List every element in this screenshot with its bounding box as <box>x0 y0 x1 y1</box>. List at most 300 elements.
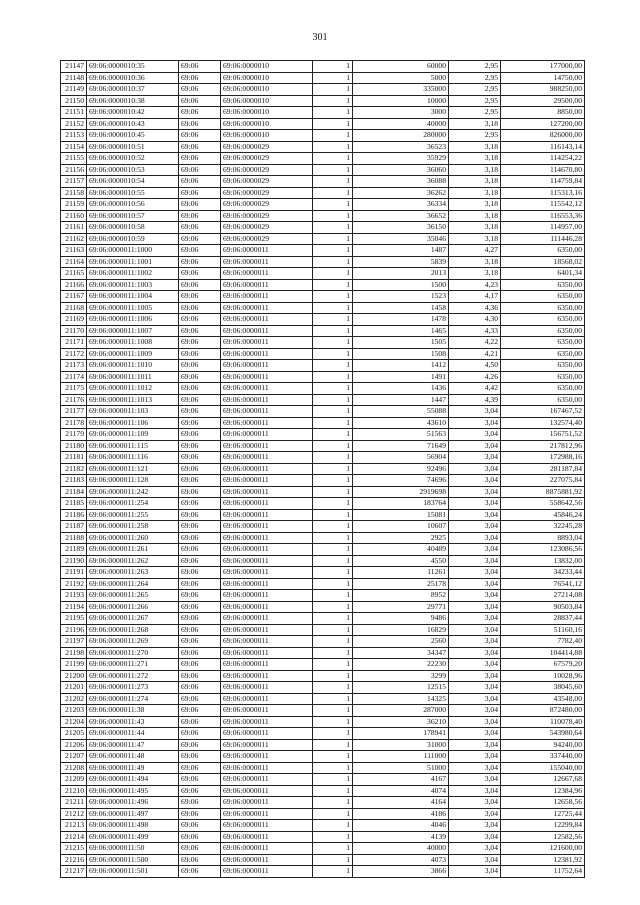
rate-cell: 3,04 <box>449 739 501 751</box>
table-row <box>61 647 585 659</box>
row-number-cell: 21202 <box>61 693 87 705</box>
row-number-cell: 21215 <box>61 843 87 855</box>
row-number-cell: 21173 <box>61 360 87 372</box>
district-code-cell: 69:06 <box>179 509 221 521</box>
count-cell: 1 <box>313 808 353 820</box>
cadastral-number-cell: 69:06:0000011:494 <box>87 774 179 786</box>
area-cell: 1500 <box>353 279 449 291</box>
cadastral-number-cell: 69:06:0000011:266 <box>87 601 179 613</box>
quarter-code-cell: 69:06:0000011 <box>221 567 313 579</box>
district-code-cell: 69:06 <box>179 854 221 866</box>
area-cell: 92496 <box>353 463 449 475</box>
row-number-cell: 21171 <box>61 337 87 349</box>
cadastral-number-cell: 69:06:0000011:254 <box>87 498 179 510</box>
cadastral-value-cell: 114759,84 <box>501 176 585 188</box>
count-cell: 1 <box>313 153 353 165</box>
cadastral-number-cell: 69:06:0000011:500 <box>87 854 179 866</box>
quarter-code-cell: 69:06:0000029 <box>221 222 313 234</box>
row-number-cell: 21163 <box>61 245 87 257</box>
row-number-cell: 21207 <box>61 751 87 763</box>
cadastral-number-cell: 69:06:0000010:59 <box>87 233 179 245</box>
rate-cell: 3,04 <box>449 705 501 717</box>
table-row <box>61 601 585 613</box>
cadastral-number-cell: 69:06:0000011:103 <box>87 406 179 418</box>
district-code-cell: 69:06 <box>179 486 221 498</box>
table-row <box>61 164 585 176</box>
district-code-cell: 69:06 <box>179 440 221 452</box>
row-number-cell: 21214 <box>61 831 87 843</box>
table-row <box>61 153 585 165</box>
district-code-cell: 69:06 <box>179 601 221 613</box>
quarter-code-cell: 69:06:0000010 <box>221 72 313 84</box>
cadastral-number-cell: 69:06:0000011:263 <box>87 567 179 579</box>
area-cell: 5839 <box>353 256 449 268</box>
table-row <box>61 210 585 222</box>
rate-cell: 3,04 <box>449 820 501 832</box>
row-number-cell: 21198 <box>61 647 87 659</box>
count-cell: 1 <box>313 141 353 153</box>
district-code-cell: 69:06 <box>179 187 221 199</box>
area-cell: 40000 <box>353 843 449 855</box>
area-cell: 34347 <box>353 647 449 659</box>
cadastral-number-cell: 69:06:0000011:128 <box>87 475 179 487</box>
cadastral-number-cell: 69:06:0000011:1010 <box>87 360 179 372</box>
row-number-cell: 21167 <box>61 291 87 303</box>
table-row <box>61 705 585 717</box>
table-row <box>61 314 585 326</box>
district-code-cell: 69:06 <box>179 314 221 326</box>
table-row <box>61 130 585 142</box>
cadastral-value-cell: 6350,00 <box>501 383 585 395</box>
district-code-cell: 69:06 <box>179 544 221 556</box>
table-row <box>61 107 585 119</box>
cadastral-number-cell: 69:06:0000011:1002 <box>87 268 179 280</box>
row-number-cell: 21187 <box>61 521 87 533</box>
table-row <box>61 256 585 268</box>
rate-cell: 3,04 <box>449 728 501 740</box>
area-cell: 2013 <box>353 268 449 280</box>
area-cell: 36060 <box>353 164 449 176</box>
rate-cell: 3,04 <box>449 475 501 487</box>
count-cell: 1 <box>313 72 353 84</box>
district-code-cell: 69:06 <box>179 233 221 245</box>
row-number-cell: 21208 <box>61 762 87 774</box>
row-number-cell: 21179 <box>61 429 87 441</box>
cadastral-value-cell: 6350,00 <box>501 371 585 383</box>
rate-cell: 3,18 <box>449 118 501 130</box>
row-number-cell: 21203 <box>61 705 87 717</box>
count-cell: 1 <box>313 417 353 429</box>
table-row <box>61 486 585 498</box>
cadastral-number-cell: 69:06:0000011:1008 <box>87 337 179 349</box>
row-number-cell: 21199 <box>61 659 87 671</box>
district-code-cell: 69:06 <box>179 279 221 291</box>
area-cell: 35929 <box>353 153 449 165</box>
cadastral-value-cell: 543980,64 <box>501 728 585 740</box>
cadastral-value-cell: 281187,84 <box>501 463 585 475</box>
rate-cell: 3,04 <box>449 636 501 648</box>
row-number-cell: 21174 <box>61 371 87 383</box>
district-code-cell: 69:06 <box>179 659 221 671</box>
rate-cell: 3,04 <box>449 624 501 636</box>
quarter-code-cell: 69:06:0000010 <box>221 84 313 96</box>
table-row <box>61 544 585 556</box>
area-cell: 1447 <box>353 394 449 406</box>
district-code-cell: 69:06 <box>179 590 221 602</box>
quarter-code-cell: 69:06:0000011 <box>221 670 313 682</box>
cadastral-value-cell: 110078,40 <box>501 716 585 728</box>
district-code-cell: 69:06 <box>179 417 221 429</box>
rate-cell: 3,04 <box>449 440 501 452</box>
district-code-cell: 69:06 <box>179 130 221 142</box>
count-cell: 1 <box>313 383 353 395</box>
district-code-cell: 69:06 <box>179 164 221 176</box>
table-row <box>61 383 585 395</box>
count-cell: 1 <box>313 107 353 119</box>
rate-cell: 3,04 <box>449 854 501 866</box>
rate-cell: 3,18 <box>449 164 501 176</box>
count-cell: 1 <box>313 785 353 797</box>
count-cell: 1 <box>313 475 353 487</box>
district-code-cell: 69:06 <box>179 199 221 211</box>
district-code-cell: 69:06 <box>179 360 221 372</box>
row-number-cell: 21216 <box>61 854 87 866</box>
table-row <box>61 61 585 73</box>
district-code-cell: 69:06 <box>179 785 221 797</box>
rate-cell: 3,04 <box>449 555 501 567</box>
row-number-cell: 21195 <box>61 613 87 625</box>
rate-cell: 3,04 <box>449 670 501 682</box>
cadastral-number-cell: 69:06:0000011:495 <box>87 785 179 797</box>
count-cell: 1 <box>313 866 353 878</box>
rate-cell: 3,04 <box>449 463 501 475</box>
district-code-cell: 69:06 <box>179 613 221 625</box>
table-row <box>61 95 585 107</box>
area-cell: 2925 <box>353 532 449 544</box>
rate-cell: 3,18 <box>449 268 501 280</box>
area-cell: 14325 <box>353 693 449 705</box>
district-code-cell: 69:06 <box>179 291 221 303</box>
cadastral-value-cell: 12582,56 <box>501 831 585 843</box>
row-number-cell: 21190 <box>61 555 87 567</box>
count-cell: 1 <box>313 705 353 717</box>
quarter-code-cell: 69:06:0000011 <box>221 751 313 763</box>
cadastral-number-cell: 69:06:0000011:497 <box>87 808 179 820</box>
table-row <box>61 751 585 763</box>
quarter-code-cell: 69:06:0000011 <box>221 463 313 475</box>
count-cell: 1 <box>313 613 353 625</box>
area-cell: 36523 <box>353 141 449 153</box>
count-cell: 1 <box>313 429 353 441</box>
cadastral-number-cell: 69:06:0000011:261 <box>87 544 179 556</box>
cadastral-value-cell: 6350,00 <box>501 337 585 349</box>
quarter-code-cell: 69:06:0000011 <box>221 383 313 395</box>
rate-cell: 3,18 <box>449 176 501 188</box>
rate-cell: 2,95 <box>449 72 501 84</box>
district-code-cell: 69:06 <box>179 647 221 659</box>
rate-cell: 4,26 <box>449 371 501 383</box>
row-number-cell: 21206 <box>61 739 87 751</box>
row-number-cell: 21180 <box>61 440 87 452</box>
table-row <box>61 774 585 786</box>
area-cell: 111000 <box>353 751 449 763</box>
count-cell: 1 <box>313 486 353 498</box>
district-code-cell: 69:06 <box>179 682 221 694</box>
table-row <box>61 716 585 728</box>
cadastral-number-cell: 69:06:0000011:268 <box>87 624 179 636</box>
cadastral-value-cell: 121600,00 <box>501 843 585 855</box>
cadastral-number-cell: 69:06:0000011:260 <box>87 532 179 544</box>
cadastral-value-cell: 114957,00 <box>501 222 585 234</box>
district-code-cell: 69:06 <box>179 751 221 763</box>
row-number-cell: 21175 <box>61 383 87 395</box>
row-number-cell: 21162 <box>61 233 87 245</box>
count-cell: 1 <box>313 291 353 303</box>
row-number-cell: 21166 <box>61 279 87 291</box>
cadastral-value-cell: 177000,00 <box>501 61 585 73</box>
cadastral-value-cell: 6350,00 <box>501 325 585 337</box>
area-cell: 280000 <box>353 130 449 142</box>
count-cell: 1 <box>313 774 353 786</box>
cadastral-value-cell: 6350,00 <box>501 291 585 303</box>
table-row <box>61 394 585 406</box>
quarter-code-cell: 69:06:0000011 <box>221 843 313 855</box>
quarter-code-cell: 69:06:0000011 <box>221 555 313 567</box>
cadastral-value-cell: 337440,00 <box>501 751 585 763</box>
rate-cell: 4,50 <box>449 360 501 372</box>
area-cell: 55088 <box>353 406 449 418</box>
cadastral-number-cell: 69:06:0000010:45 <box>87 130 179 142</box>
cadastral-value-cell: 7782,40 <box>501 636 585 648</box>
cadastral-number-cell: 69:06:0000011:109 <box>87 429 179 441</box>
cadastral-number-cell: 69:06:0000011:44 <box>87 728 179 740</box>
rate-cell: 3,04 <box>449 429 501 441</box>
rate-cell: 3,04 <box>449 808 501 820</box>
quarter-code-cell: 69:06:0000029 <box>221 210 313 222</box>
row-number-cell: 21149 <box>61 84 87 96</box>
table-row <box>61 659 585 671</box>
area-cell: 12515 <box>353 682 449 694</box>
cadastral-value-cell: 872480,00 <box>501 705 585 717</box>
rate-cell: 3,18 <box>449 199 501 211</box>
rate-cell: 3,04 <box>449 613 501 625</box>
table-row <box>61 199 585 211</box>
count-cell: 1 <box>313 843 353 855</box>
cadastral-value-cell: 155040,00 <box>501 762 585 774</box>
row-number-cell: 21194 <box>61 601 87 613</box>
table-row <box>61 521 585 533</box>
area-cell: 1491 <box>353 371 449 383</box>
rate-cell: 3,04 <box>449 659 501 671</box>
area-cell: 8952 <box>353 590 449 602</box>
quarter-code-cell: 69:06:0000010 <box>221 130 313 142</box>
district-code-cell: 69:06 <box>179 498 221 510</box>
district-code-cell: 69:06 <box>179 141 221 153</box>
cadastral-value-cell: 94240,00 <box>501 739 585 751</box>
cadastral-number-cell: 69:06:0000011:498 <box>87 820 179 832</box>
district-code-cell: 69:06 <box>179 670 221 682</box>
row-number-cell: 21196 <box>61 624 87 636</box>
quarter-code-cell: 69:06:0000011 <box>221 728 313 740</box>
row-number-cell: 21152 <box>61 118 87 130</box>
cadastral-value-cell: 12381,92 <box>501 854 585 866</box>
cadastral-value-cell: 988250,00 <box>501 84 585 96</box>
rate-cell: 3,04 <box>449 532 501 544</box>
rate-cell: 3,04 <box>449 601 501 613</box>
area-cell: 178941 <box>353 728 449 740</box>
area-cell: 36210 <box>353 716 449 728</box>
cadastral-value-cell: 12667,68 <box>501 774 585 786</box>
quarter-code-cell: 69:06:0000029 <box>221 176 313 188</box>
district-code-cell: 69:06 <box>179 843 221 855</box>
district-code-cell: 69:06 <box>179 61 221 73</box>
cadastral-value-cell: 90503,84 <box>501 601 585 613</box>
district-code-cell: 69:06 <box>179 371 221 383</box>
table-row <box>61 406 585 418</box>
count-cell: 1 <box>313 728 353 740</box>
quarter-code-cell: 69:06:0000011 <box>221 693 313 705</box>
cadastral-number-cell: 69:06:0000011:1007 <box>87 325 179 337</box>
cadastral-number-cell: 69:06:0000011:1013 <box>87 394 179 406</box>
row-number-cell: 21191 <box>61 567 87 579</box>
quarter-code-cell: 69:06:0000011 <box>221 854 313 866</box>
count-cell: 1 <box>313 693 353 705</box>
row-number-cell: 21170 <box>61 325 87 337</box>
table-row <box>61 808 585 820</box>
quarter-code-cell: 69:06:0000011 <box>221 429 313 441</box>
area-cell: 56904 <box>353 452 449 464</box>
table-row <box>61 268 585 280</box>
quarter-code-cell: 69:06:0000011 <box>221 452 313 464</box>
rate-cell: 4,33 <box>449 325 501 337</box>
table-row <box>61 728 585 740</box>
table-row <box>61 624 585 636</box>
row-number-cell: 21161 <box>61 222 87 234</box>
area-cell: 183764 <box>353 498 449 510</box>
count-cell: 1 <box>313 440 353 452</box>
count-cell: 1 <box>313 314 353 326</box>
count-cell: 1 <box>313 751 353 763</box>
cadastral-value-cell: 34233,44 <box>501 567 585 579</box>
cadastral-number-cell: 69:06:0000010:38 <box>87 95 179 107</box>
cadastral-value-cell: 156751,52 <box>501 429 585 441</box>
row-number-cell: 21205 <box>61 728 87 740</box>
row-number-cell: 21209 <box>61 774 87 786</box>
area-cell: 22230 <box>353 659 449 671</box>
area-cell: 1505 <box>353 337 449 349</box>
count-cell: 1 <box>313 187 353 199</box>
rate-cell: 4,22 <box>449 337 501 349</box>
table-row <box>61 693 585 705</box>
row-number-cell: 21156 <box>61 164 87 176</box>
quarter-code-cell: 69:06:0000011 <box>221 417 313 429</box>
cadastral-number-cell: 69:06:0000011:1011 <box>87 371 179 383</box>
count-cell: 1 <box>313 61 353 73</box>
district-code-cell: 69:06 <box>179 636 221 648</box>
district-code-cell: 69:06 <box>179 394 221 406</box>
cadastral-value-cell: 11752,64 <box>501 866 585 878</box>
count-cell: 1 <box>313 544 353 556</box>
rate-cell: 3,04 <box>449 774 501 786</box>
district-code-cell: 69:06 <box>179 176 221 188</box>
cadastral-number-cell: 69:06:0000011:43 <box>87 716 179 728</box>
quarter-code-cell: 69:06:0000011 <box>221 590 313 602</box>
table-row <box>61 429 585 441</box>
district-code-cell: 69:06 <box>179 245 221 257</box>
rate-cell: 2,95 <box>449 107 501 119</box>
quarter-code-cell: 69:06:0000011 <box>221 268 313 280</box>
cadastral-number-cell: 69:06:0000011:106 <box>87 417 179 429</box>
rate-cell: 3,04 <box>449 762 501 774</box>
cadastral-number-cell: 69:06:0000011:270 <box>87 647 179 659</box>
row-number-cell: 21169 <box>61 314 87 326</box>
quarter-code-cell: 69:06:0000010 <box>221 61 313 73</box>
quarter-code-cell: 69:06:0000011 <box>221 314 313 326</box>
count-cell: 1 <box>313 509 353 521</box>
table-row <box>61 820 585 832</box>
cadastral-number-cell: 69:06:0000011:271 <box>87 659 179 671</box>
cadastral-number-cell: 69:06:0000011:272 <box>87 670 179 682</box>
count-cell: 1 <box>313 245 353 257</box>
cadastral-number-cell: 69:06:0000011:1000 <box>87 245 179 257</box>
cadastral-value-cell: 172988,16 <box>501 452 585 464</box>
table-row <box>61 118 585 130</box>
district-code-cell: 69:06 <box>179 866 221 878</box>
quarter-code-cell: 69:06:0000010 <box>221 118 313 130</box>
cadastral-value-cell: 12725,44 <box>501 808 585 820</box>
area-cell: 4074 <box>353 785 449 797</box>
rate-cell: 3,04 <box>449 578 501 590</box>
cadastral-value-cell: 43548,00 <box>501 693 585 705</box>
cadastral-number-cell: 69:06:0000011:50 <box>87 843 179 855</box>
cadastral-value-cell: 6350,00 <box>501 245 585 257</box>
row-number-cell: 21164 <box>61 256 87 268</box>
cadastral-number-cell: 69:06:0000011:47 <box>87 739 179 751</box>
quarter-code-cell: 69:06:0000011 <box>221 406 313 418</box>
district-code-cell: 69:06 <box>179 348 221 360</box>
cadastral-number-cell: 69:06:0000010:52 <box>87 153 179 165</box>
table-row <box>61 475 585 487</box>
area-cell: 1508 <box>353 348 449 360</box>
table-row <box>61 233 585 245</box>
cadastral-number-cell: 69:06:0000011:1009 <box>87 348 179 360</box>
area-cell: 1465 <box>353 325 449 337</box>
quarter-code-cell: 69:06:0000011 <box>221 486 313 498</box>
cadastral-number-cell: 69:06:0000010:56 <box>87 199 179 211</box>
table-row <box>61 739 585 751</box>
cadastral-value-cell: 14750,00 <box>501 72 585 84</box>
quarter-code-cell: 69:06:0000010 <box>221 95 313 107</box>
table-row <box>61 348 585 360</box>
cadastral-number-cell: 69:06:0000011:269 <box>87 636 179 648</box>
district-code-cell: 69:06 <box>179 739 221 751</box>
count-cell: 1 <box>313 532 353 544</box>
area-cell: 36334 <box>353 199 449 211</box>
cadastral-number-cell: 69:06:0000011:1003 <box>87 279 179 291</box>
quarter-code-cell: 69:06:0000011 <box>221 613 313 625</box>
quarter-code-cell: 69:06:0000011 <box>221 636 313 648</box>
row-number-cell: 21204 <box>61 716 87 728</box>
cadastral-value-cell: 18568,02 <box>501 256 585 268</box>
count-cell: 1 <box>313 567 353 579</box>
cadastral-number-cell: 69:06:0000011:501 <box>87 866 179 878</box>
area-cell: 51563 <box>353 429 449 441</box>
count-cell: 1 <box>313 498 353 510</box>
count-cell: 1 <box>313 831 353 843</box>
rate-cell: 3,18 <box>449 141 501 153</box>
row-number-cell: 21192 <box>61 578 87 590</box>
row-number-cell: 21201 <box>61 682 87 694</box>
